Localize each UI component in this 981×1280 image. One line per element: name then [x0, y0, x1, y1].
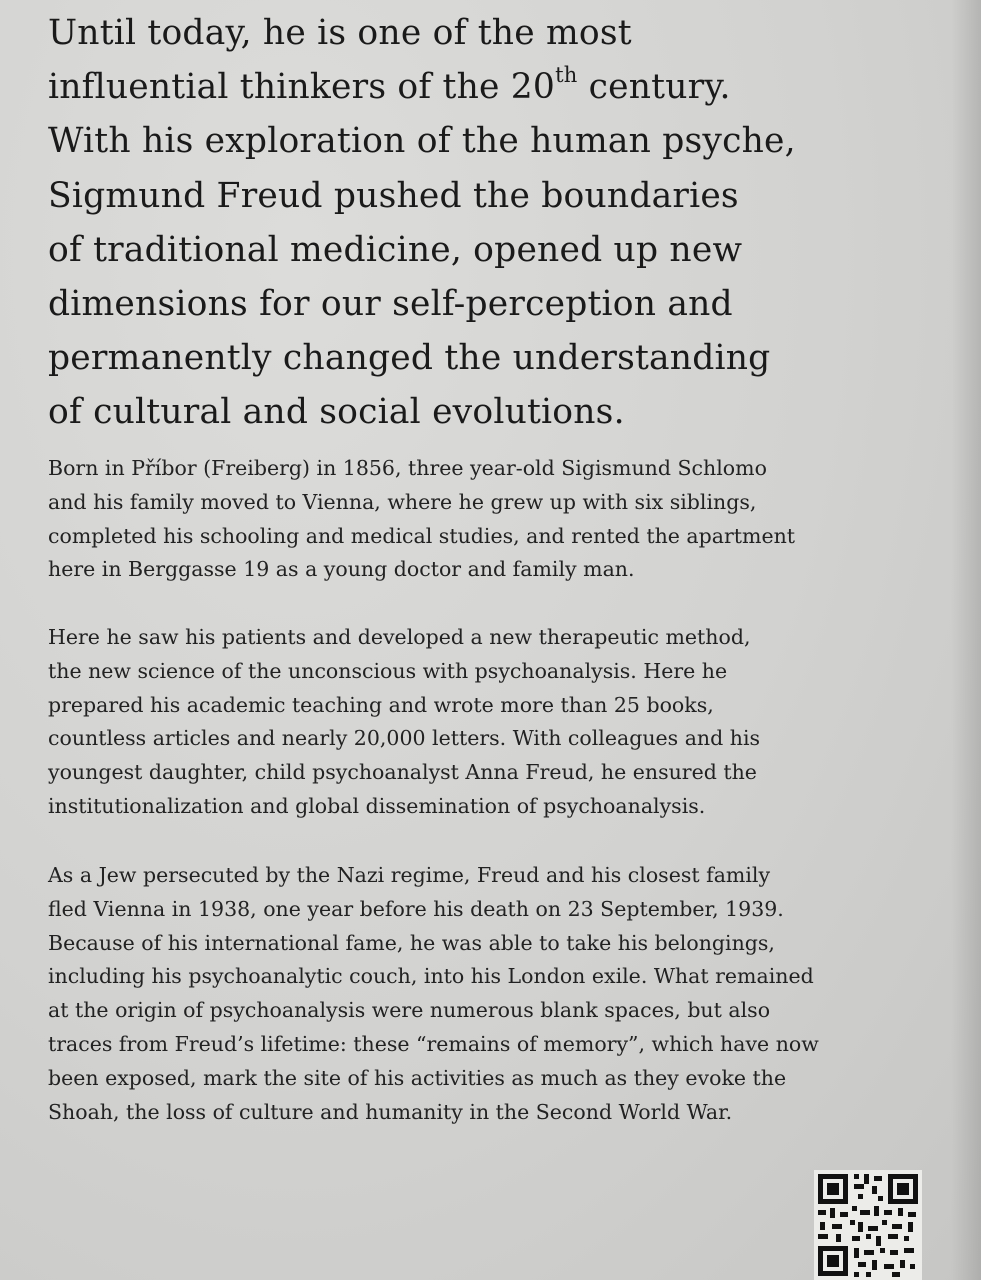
lead-line: With his exploration of the human psyche, — [48, 121, 796, 162]
lead-line: Until today, he is one of the most — [48, 13, 632, 53]
lead-line: of traditional medicine, opened up new — [48, 229, 743, 270]
paragraph-line: completed his schooling and medical studies, and rented the apartment — [48, 523, 796, 548]
paragraph-line: institutionalization and global dissemination of psychoanalysis. — [48, 793, 706, 818]
paragraph-line: countless articles and nearly 20,000 letters. With colleagues and his — [48, 726, 761, 751]
paragraph-line: youngest daughter, child psychoanalyst Anna Freud, he ensured the — [48, 760, 757, 785]
paragraph-line: and his family moved to Vienna, where he grew up with six siblings, — [48, 489, 757, 514]
paragraph-line: here in Berggasse 19 as a young doctor and family man. — [48, 557, 635, 582]
lead-line: permanently changed the understanding — [48, 338, 771, 379]
paragraph-line: traces from Freud’s lifetime: these “remains of memory”, which have now — [48, 1031, 819, 1056]
paragraph-line: Because of his international fame, he was able to take his belongings, — [48, 930, 775, 955]
paragraph-exile — [48, 859, 948, 1129]
paragraph-line: including his psychoanalytic couch, into his London exile. What remained — [48, 964, 814, 989]
paragraph-line: the new science of the unconscious with psychoanalysis. Here he — [48, 658, 728, 683]
paragraph-early-life — [48, 452, 948, 587]
paragraph-line: As a Jew persecuted by the Nazi regime, Freud and his closest family — [48, 863, 771, 887]
paragraph-line: at the origin of psychoanalysis were numerous blank spaces, but also — [48, 998, 771, 1023]
paragraph-line: fled Vienna in 1938, one year before his death on 23 September, 1939. — [48, 896, 784, 921]
paragraph-line: Here he saw his patients and developed a new therapeutic method, — [48, 625, 751, 649]
lead-line: Sigmund Freud pushed the boundaries — [48, 175, 739, 216]
wall-edge-shadow — [951, 0, 981, 1280]
paragraph-line: Shoah, the loss of culture and humanity in the Second World War. — [48, 1099, 733, 1124]
paragraph-line: prepared his academic teaching and wrote more than 25 books, — [48, 692, 714, 717]
lead-line-text: influential thinkers of the 20 — [48, 67, 556, 108]
lead-line: of cultural and social evolutions. — [48, 392, 625, 433]
lead-line-text: century. — [577, 67, 731, 108]
paragraph-line: Born in Příbor (Freiberg) in 1856, three year-old Sigismund Schlomo — [48, 456, 767, 480]
qr-code-icon[interactable] — [814, 1170, 922, 1280]
qr-code-graphic — [814, 1170, 922, 1280]
lead-line: dimensions for our self-perception and — [48, 284, 733, 325]
lead-line — [48, 60, 948, 114]
paragraph-line: been exposed, mark the site of his activities as much as they evoke the — [48, 1065, 787, 1090]
ordinal-superscript: th — [555, 62, 578, 87]
lead-statement — [48, 6, 948, 440]
paragraph-work — [48, 621, 948, 824]
